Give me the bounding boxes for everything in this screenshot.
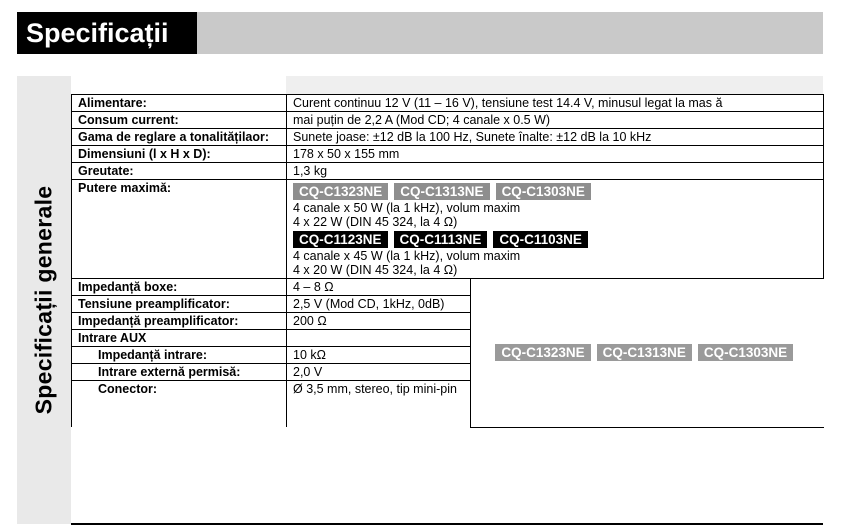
model-badge: CQ-C1303NE <box>698 344 793 361</box>
header-gray-band <box>197 12 823 54</box>
spec-value: 10 kΩ <box>287 347 471 364</box>
section-vertical-title: Specificații generale <box>30 185 57 415</box>
spec-value: Curent continuu 12 V (11 – 16 V), tensiune test 14.4 V, minusul legat la mas ă <box>287 95 824 112</box>
model-badge: CQ-C1323NE <box>293 183 388 200</box>
table-row <box>72 146 824 163</box>
spec-label: Impedanță boxe: <box>72 279 287 296</box>
table-row <box>72 279 824 296</box>
spec-value: Sunete joase: ±12 dB la 100 Hz, Sunete înalte: ±12 dB la 10 kHz <box>287 129 824 146</box>
power-line: 4 canale x 50 W (la 1 kHz), volum maxim <box>293 201 521 215</box>
model-badge: CQ-C1313NE <box>597 344 692 361</box>
model-badge: CQ-C1323NE <box>495 344 590 361</box>
spec-label: Alimentare: <box>72 95 287 112</box>
power-line: 4 canale x 45 W (la 1 kHz), volum maxim <box>293 249 521 263</box>
spec-label: Gama de reglare a tonalitățilaor: <box>72 129 287 146</box>
spec-value: Ø 3,5 mm, stereo, tip mini-pin <box>287 381 471 428</box>
spec-label: Intrare AUX <box>72 330 287 347</box>
model-badge: CQ-C1313NE <box>394 183 489 200</box>
spec-label: Impedanță intrare: <box>72 347 287 364</box>
power-line: 4 x 22 W (DIN 45 324, la 4 Ω) <box>293 215 458 229</box>
spec-value: 2,5 V (Mod CD, 1kHz, 0dB) <box>287 296 471 313</box>
spec-table <box>71 94 824 428</box>
spec-label: Dimensiuni (l x H x D): <box>72 146 287 163</box>
spec-value: mai puțin de 2,2 A (Mod CD; 4 canale x 0.5 W) <box>287 112 824 129</box>
model-badge: CQ-C1103NE <box>493 231 588 248</box>
spec-value: 1,3 kg <box>287 163 824 180</box>
spec-label: Conector: <box>72 381 287 428</box>
model-badge: CQ-C1123NE <box>293 231 388 248</box>
spec-value: 2,0 V <box>287 364 471 381</box>
bottom-rule <box>71 523 823 525</box>
spec-label: Putere maximă: <box>72 180 287 279</box>
spec-value: 178 x 50 x 155 mm <box>287 146 824 163</box>
table-row <box>72 112 824 129</box>
spec-label: Impedanță preamplificator: <box>72 313 287 330</box>
model-badge: CQ-C1303NE <box>496 183 591 200</box>
table-row <box>72 129 824 146</box>
power-line: 4 x 20 W (DIN 45 324, la 4 Ω) <box>293 263 458 277</box>
table-row <box>72 95 824 112</box>
top-strip <box>286 76 823 94</box>
table-row <box>72 163 824 180</box>
page-title: Specificații <box>26 18 169 48</box>
spec-value-empty <box>287 330 471 347</box>
spec-value: 4 – 8 Ω <box>287 279 471 296</box>
table-row <box>72 180 824 279</box>
model-badge: CQ-C1113NE <box>394 231 488 248</box>
spec-label: Tensiune preamplificator: <box>72 296 287 313</box>
spec-value: 200 Ω <box>287 313 471 330</box>
spec-value-putere <box>287 180 824 279</box>
spec-label: Greutate: <box>72 163 287 180</box>
side-models-cell <box>471 279 824 428</box>
spec-label: Intrare externă permisă: <box>72 364 287 381</box>
spec-label: Consum current: <box>72 112 287 129</box>
